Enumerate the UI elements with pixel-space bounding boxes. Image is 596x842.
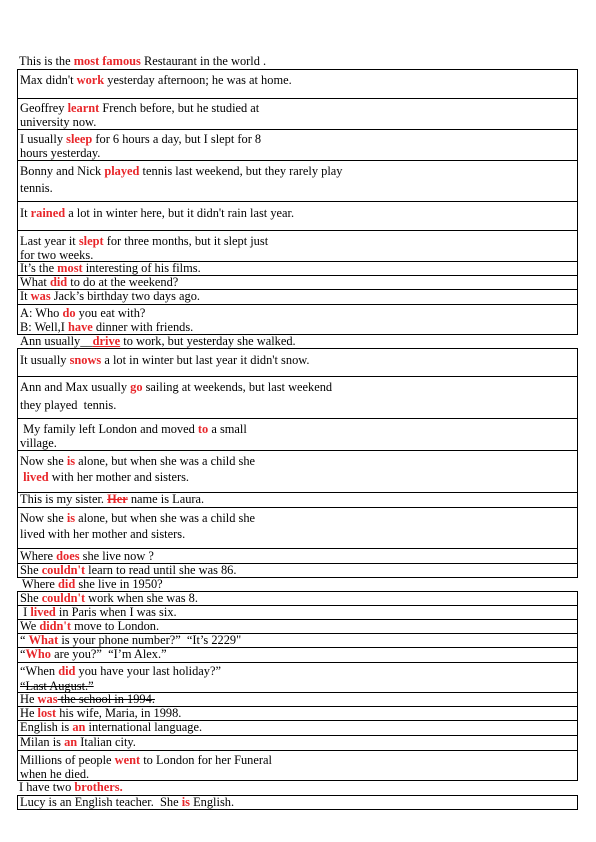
sentence-row: [17, 334, 578, 348]
sentence-text: Now she is alone, but when she was a child she: [20, 511, 256, 525]
sentence-text: Lucy is an English teacher. She is English.: [20, 795, 235, 809]
sentence-text: “Who are you?” “I’m Alex.”: [20, 647, 167, 661]
sentence-text: “When did you have your last holiday?”: [20, 664, 221, 678]
sentence-text-line2: when he died.: [20, 767, 90, 781]
sentence-row: [17, 508, 578, 549]
sentence-text: He was the school in 1994.: [20, 692, 155, 706]
sentence-text: My family left London and moved to a small: [20, 422, 247, 436]
sentence-text: I usually sleep for 6 hours a day, but I slept for 8: [20, 132, 262, 146]
sentence-row: [17, 663, 578, 693]
sentence-row: [17, 549, 578, 564]
sentence-row: [17, 290, 578, 305]
sentence-text: This is my sister. Her name is Laura.: [20, 492, 205, 506]
sentence-row: [17, 721, 578, 736]
sentence-row: [17, 451, 578, 493]
sentence-row: [17, 276, 578, 290]
sentence-text: Where did she live in 1950?: [19, 577, 163, 591]
sentence-row: [17, 419, 578, 451]
sentence-row: [17, 606, 578, 620]
sentence-row: [17, 54, 578, 69]
sentence-text: I have two brothers.: [19, 780, 123, 794]
sentence-text: A: Who do you eat with?: [20, 306, 146, 320]
sentence-text: It rained a lot in winter here, but it didn't rain last year.: [20, 206, 295, 220]
sentence-row: [17, 795, 578, 810]
sentence-row: [17, 693, 578, 707]
sentence-text: It’s the most interesting of his films.: [20, 261, 201, 275]
sentence-text-line2: they played tennis.: [20, 398, 117, 412]
sentence-row: [17, 751, 578, 781]
sentence-text: She couldn't work when she was 8.: [20, 591, 198, 605]
sentence-text: Bonny and Nick played tennis last weekend, but they rarely play: [20, 164, 343, 178]
sentence-text-line2: for two weeks.: [20, 248, 94, 262]
sentence-row: [17, 69, 578, 99]
sentence-row: [17, 493, 578, 508]
sentence-text: It was Jack’s birthday two days ago.: [20, 289, 200, 303]
sentence-text: Geoffrey learnt French before, but he studied at: [20, 101, 260, 115]
sentence-row: [17, 202, 578, 231]
sentence-text: It usually snows a lot in winter but last year it didn't snow.: [20, 353, 310, 367]
sentence-text-line2: hours yesterday.: [20, 146, 101, 160]
sentence-text-line2: village.: [20, 436, 57, 450]
sentence-text: English is an international language.: [20, 720, 203, 734]
sentence-row: [17, 648, 578, 663]
sentence-text: What did to do at the weekend?: [20, 275, 179, 289]
sentence-row: [17, 231, 578, 262]
sentence-row: [17, 377, 578, 419]
sentence-row: [17, 348, 578, 377]
sentence-row: [17, 736, 578, 751]
sentence-text: Ann usually__drive to work, but yesterday she walked.: [20, 334, 296, 348]
sentence-text: I lived in Paris when I was six.: [20, 605, 177, 619]
sentence-text: He lost his wife, Maria, in 1998.: [20, 706, 182, 720]
sentence-row: [17, 620, 578, 634]
sentence-row: [17, 262, 578, 276]
sentence-text-line2: B: Well,I have dinner with friends.: [20, 320, 194, 334]
sentence-text: We didn't move to London.: [20, 619, 160, 633]
sentence-row: [17, 564, 578, 578]
sentence-text-line2: lived with her mother and sisters.: [23, 470, 189, 484]
sentence-text-line2: university now.: [20, 115, 97, 129]
sentence-text: Now she is alone, but when she was a child she: [20, 454, 256, 468]
sentence-text: She couldn't learn to read until she was 86.: [20, 563, 237, 577]
sentence-row: [17, 591, 578, 606]
sentence-row: [17, 577, 578, 591]
sentence-text: Max didn't work yesterday afternoon; he was at home.: [20, 73, 292, 87]
sentence-text-line2: lived with her mother and sisters.: [20, 527, 186, 541]
sentence-row: [17, 634, 578, 648]
sentence-row: [17, 161, 578, 202]
sentence-row: [17, 99, 578, 130]
sentence-text-line2: tennis.: [20, 181, 53, 195]
sentence-text: This is the most famous Restaurant in the world .: [19, 54, 267, 68]
sentence-text: Ann and Max usually go sailing at weekends, but last weekend: [20, 380, 333, 394]
sentence-row: [17, 780, 578, 794]
sentence-text: Millions of people went to London for her Funeral: [20, 753, 272, 767]
sentence-row: [17, 707, 578, 721]
sentence-text: Where does she live now ?: [20, 549, 154, 563]
sentence-text-line2: “Last August.”: [20, 679, 94, 693]
sentence-text: Last year it slept for three months, but it slept just: [20, 234, 269, 248]
sentence-row: [17, 305, 578, 335]
sentence-text: Milan is an Italian city.: [20, 735, 136, 749]
sentence-text: “ What is your phone number?” “It’s 2229": [20, 633, 242, 647]
sentence-row: [17, 130, 578, 161]
